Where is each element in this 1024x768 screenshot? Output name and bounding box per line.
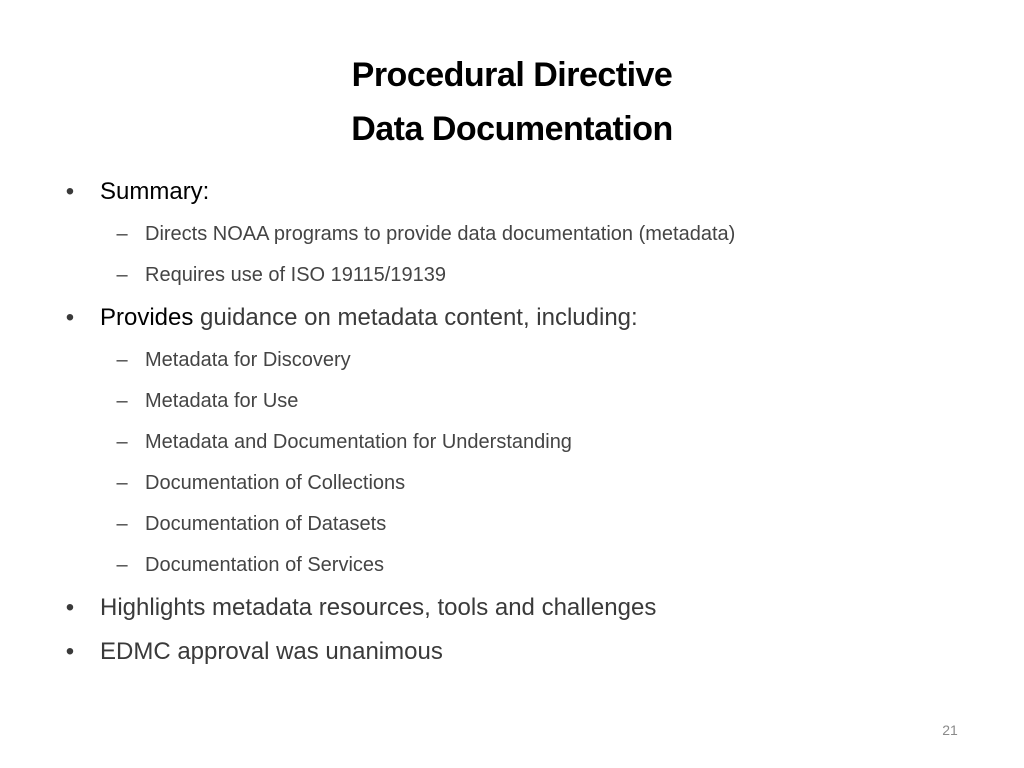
bullet-marker: • (65, 304, 75, 331)
sub-bullet (60, 422, 960, 463)
bullet-highlights (60, 586, 960, 630)
sub-bullet-text: Metadata and Documentation for Understanding (145, 431, 572, 453)
dash-marker: – (116, 264, 128, 286)
sub-bullet-text: Directs NOAA programs to provide data documentation (metadata) (145, 223, 736, 245)
sub-bullet (60, 340, 960, 381)
bullet-marker: • (65, 594, 75, 621)
sub-bullet (60, 504, 960, 545)
sub-bullet (60, 214, 960, 255)
sub-bullet-text: Documentation of Services (145, 554, 385, 576)
title-line-1: Procedural Directive (351, 56, 673, 94)
dash-marker: – (116, 554, 128, 576)
slide-title (0, 48, 1024, 156)
sub-bullet-text: Metadata for Use (145, 390, 299, 412)
bullet-summary-label: Summary: (100, 178, 210, 205)
title-line-2: Data Documentation (351, 110, 673, 148)
bullet-edmc-label: EDMC approval was unanimous (100, 638, 443, 665)
dash-marker: – (116, 390, 128, 412)
dash-marker: – (116, 431, 128, 453)
dash-marker: – (116, 513, 128, 535)
sub-bullet (60, 381, 960, 422)
page-number: 21 (942, 722, 958, 738)
bullet-summary (60, 170, 960, 214)
dash-marker: – (116, 349, 128, 371)
bullet-list (60, 170, 960, 674)
sub-bullet (60, 255, 960, 296)
sub-bullet-text: Metadata for Discovery (145, 349, 351, 371)
bullet-marker: • (65, 638, 75, 665)
dash-marker: – (116, 472, 128, 494)
sub-bullet-text: Requires use of ISO 19115/19139 (145, 264, 446, 286)
bullet-provides-text: guidance on metadata content, including: (193, 304, 638, 331)
bullet-edmc (60, 630, 960, 674)
sub-bullet (60, 463, 960, 504)
sub-bullet-text: Documentation of Collections (145, 472, 406, 494)
bullet-provides (60, 296, 960, 340)
sub-bullet-text: Documentation of Datasets (145, 513, 387, 535)
sub-bullet (60, 545, 960, 586)
dash-marker: – (116, 223, 128, 245)
bullet-provides-emphasis: Provides (100, 304, 194, 331)
bullet-highlights-label: Highlights metadata resources, tools and challenges (100, 594, 657, 621)
bullet-marker: • (65, 178, 75, 205)
